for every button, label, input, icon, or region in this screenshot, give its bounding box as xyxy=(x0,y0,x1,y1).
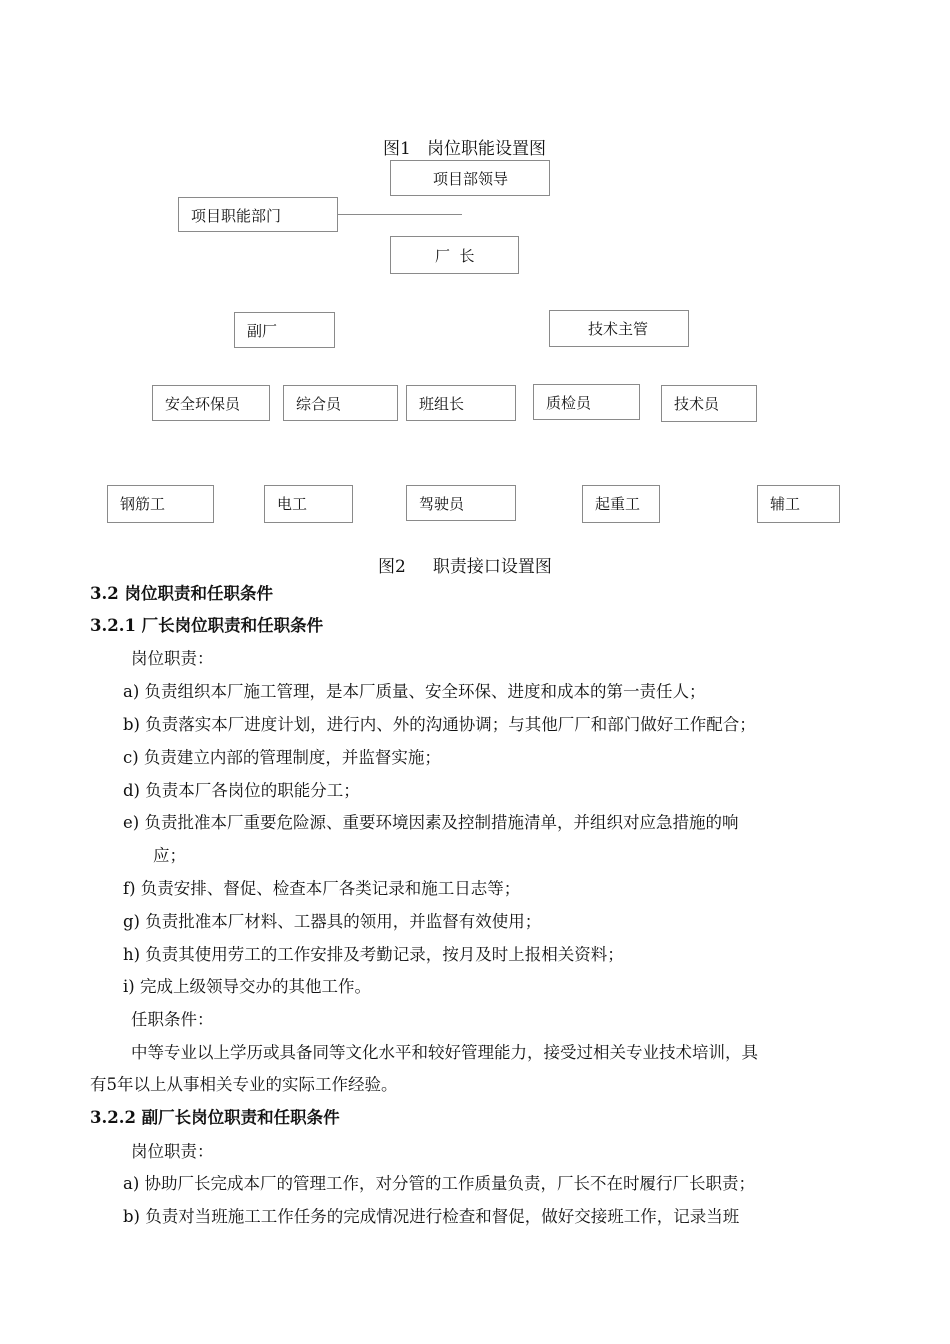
org-box-clerk: 综合员 xyxy=(283,385,398,421)
connector-line xyxy=(338,214,462,215)
org-box-quality-inspector: 质检员 xyxy=(533,384,640,420)
duty-item: a) 负责组织本厂施工管理，是本厂质量、安全环保、进度和成本的第一责任人； xyxy=(123,682,706,701)
org-box-rebar-worker: 钢筋工 xyxy=(107,485,214,523)
org-box-plant-manager: 厂 长 xyxy=(390,236,519,274)
qualification-label: 任职条件： xyxy=(131,1010,214,1029)
duty-item: f) 负责安排、督促、检查本厂各类记录和施工日志等； xyxy=(123,879,521,898)
section-heading-3-2-1: 3.2.1 厂长岗位职责和任职条件 xyxy=(90,616,324,635)
org-box-electrician: 电工 xyxy=(264,485,353,523)
org-box-project-leader: 项目部领导 xyxy=(390,160,550,196)
duties-label: 岗位职责： xyxy=(131,1142,214,1161)
org-box-deputy-manager: 副厂 xyxy=(234,312,335,348)
org-box-team-leader: 班组长 xyxy=(406,385,516,421)
qualification-text: 有5年以上从事相关专业的实际工作经验。 xyxy=(90,1075,398,1094)
section-heading-3-2-2: 3.2.2 副厂长岗位职责和任职条件 xyxy=(90,1108,340,1127)
org-box-technician: 技术员 xyxy=(661,385,757,422)
duty-item: i) 完成上级领导交办的其他工作。 xyxy=(123,977,371,996)
duty-item: h) 负责其使用劳工的工作安排及考勤记录，按月及时上报相关资料； xyxy=(123,945,624,964)
org-box-tech-supervisor: 技术主管 xyxy=(549,310,689,347)
org-box-safety-officer: 安全环保员 xyxy=(152,385,270,421)
duty-item: b) 负责落实本厂进度计划，进行内、外的沟通协调；与其他厂厂和部门做好工作配合； xyxy=(123,715,756,734)
duty-item: a) 协助厂长完成本厂的管理工作，对分管的工作质量负责，厂长不在时履行厂长职责； xyxy=(123,1174,756,1193)
duty-item: b) 负责对当班施工工作任务的完成情况进行检查和督促，做好交接班工作，记录当班 xyxy=(123,1207,740,1226)
duty-item: d) 负责本厂各岗位的职能分工； xyxy=(123,781,360,800)
figure2-title: 图2 职责接口设置图 xyxy=(378,557,552,577)
org-box-driver: 驾驶员 xyxy=(406,485,516,521)
section-heading-3-2: 3.2 岗位职责和任职条件 xyxy=(90,584,273,603)
org-box-functional-dept: 项目职能部门 xyxy=(178,197,338,232)
duty-item: e) 负责批准本厂重要危险源、重要环境因素及控制措施清单，并组织对应急措施的响 xyxy=(123,813,739,832)
duty-item: g) 负责批准本厂材料、工器具的领用，并监督有效使用； xyxy=(123,912,542,931)
duties-label: 岗位职责： xyxy=(131,649,214,668)
duty-item: c) 负责建立内部的管理制度，并监督实施； xyxy=(123,748,441,767)
org-box-rigger: 起重工 xyxy=(582,485,660,523)
org-box-helper: 辅工 xyxy=(757,485,840,523)
duty-item-continuation: 应； xyxy=(153,846,186,865)
qualification-text: 中等专业以上学历或具备同等文化水平和较好管理能力，接受过相关专业技术培训，具 xyxy=(131,1043,758,1062)
figure1-title: 图1 岗位职能设置图 xyxy=(383,139,547,159)
